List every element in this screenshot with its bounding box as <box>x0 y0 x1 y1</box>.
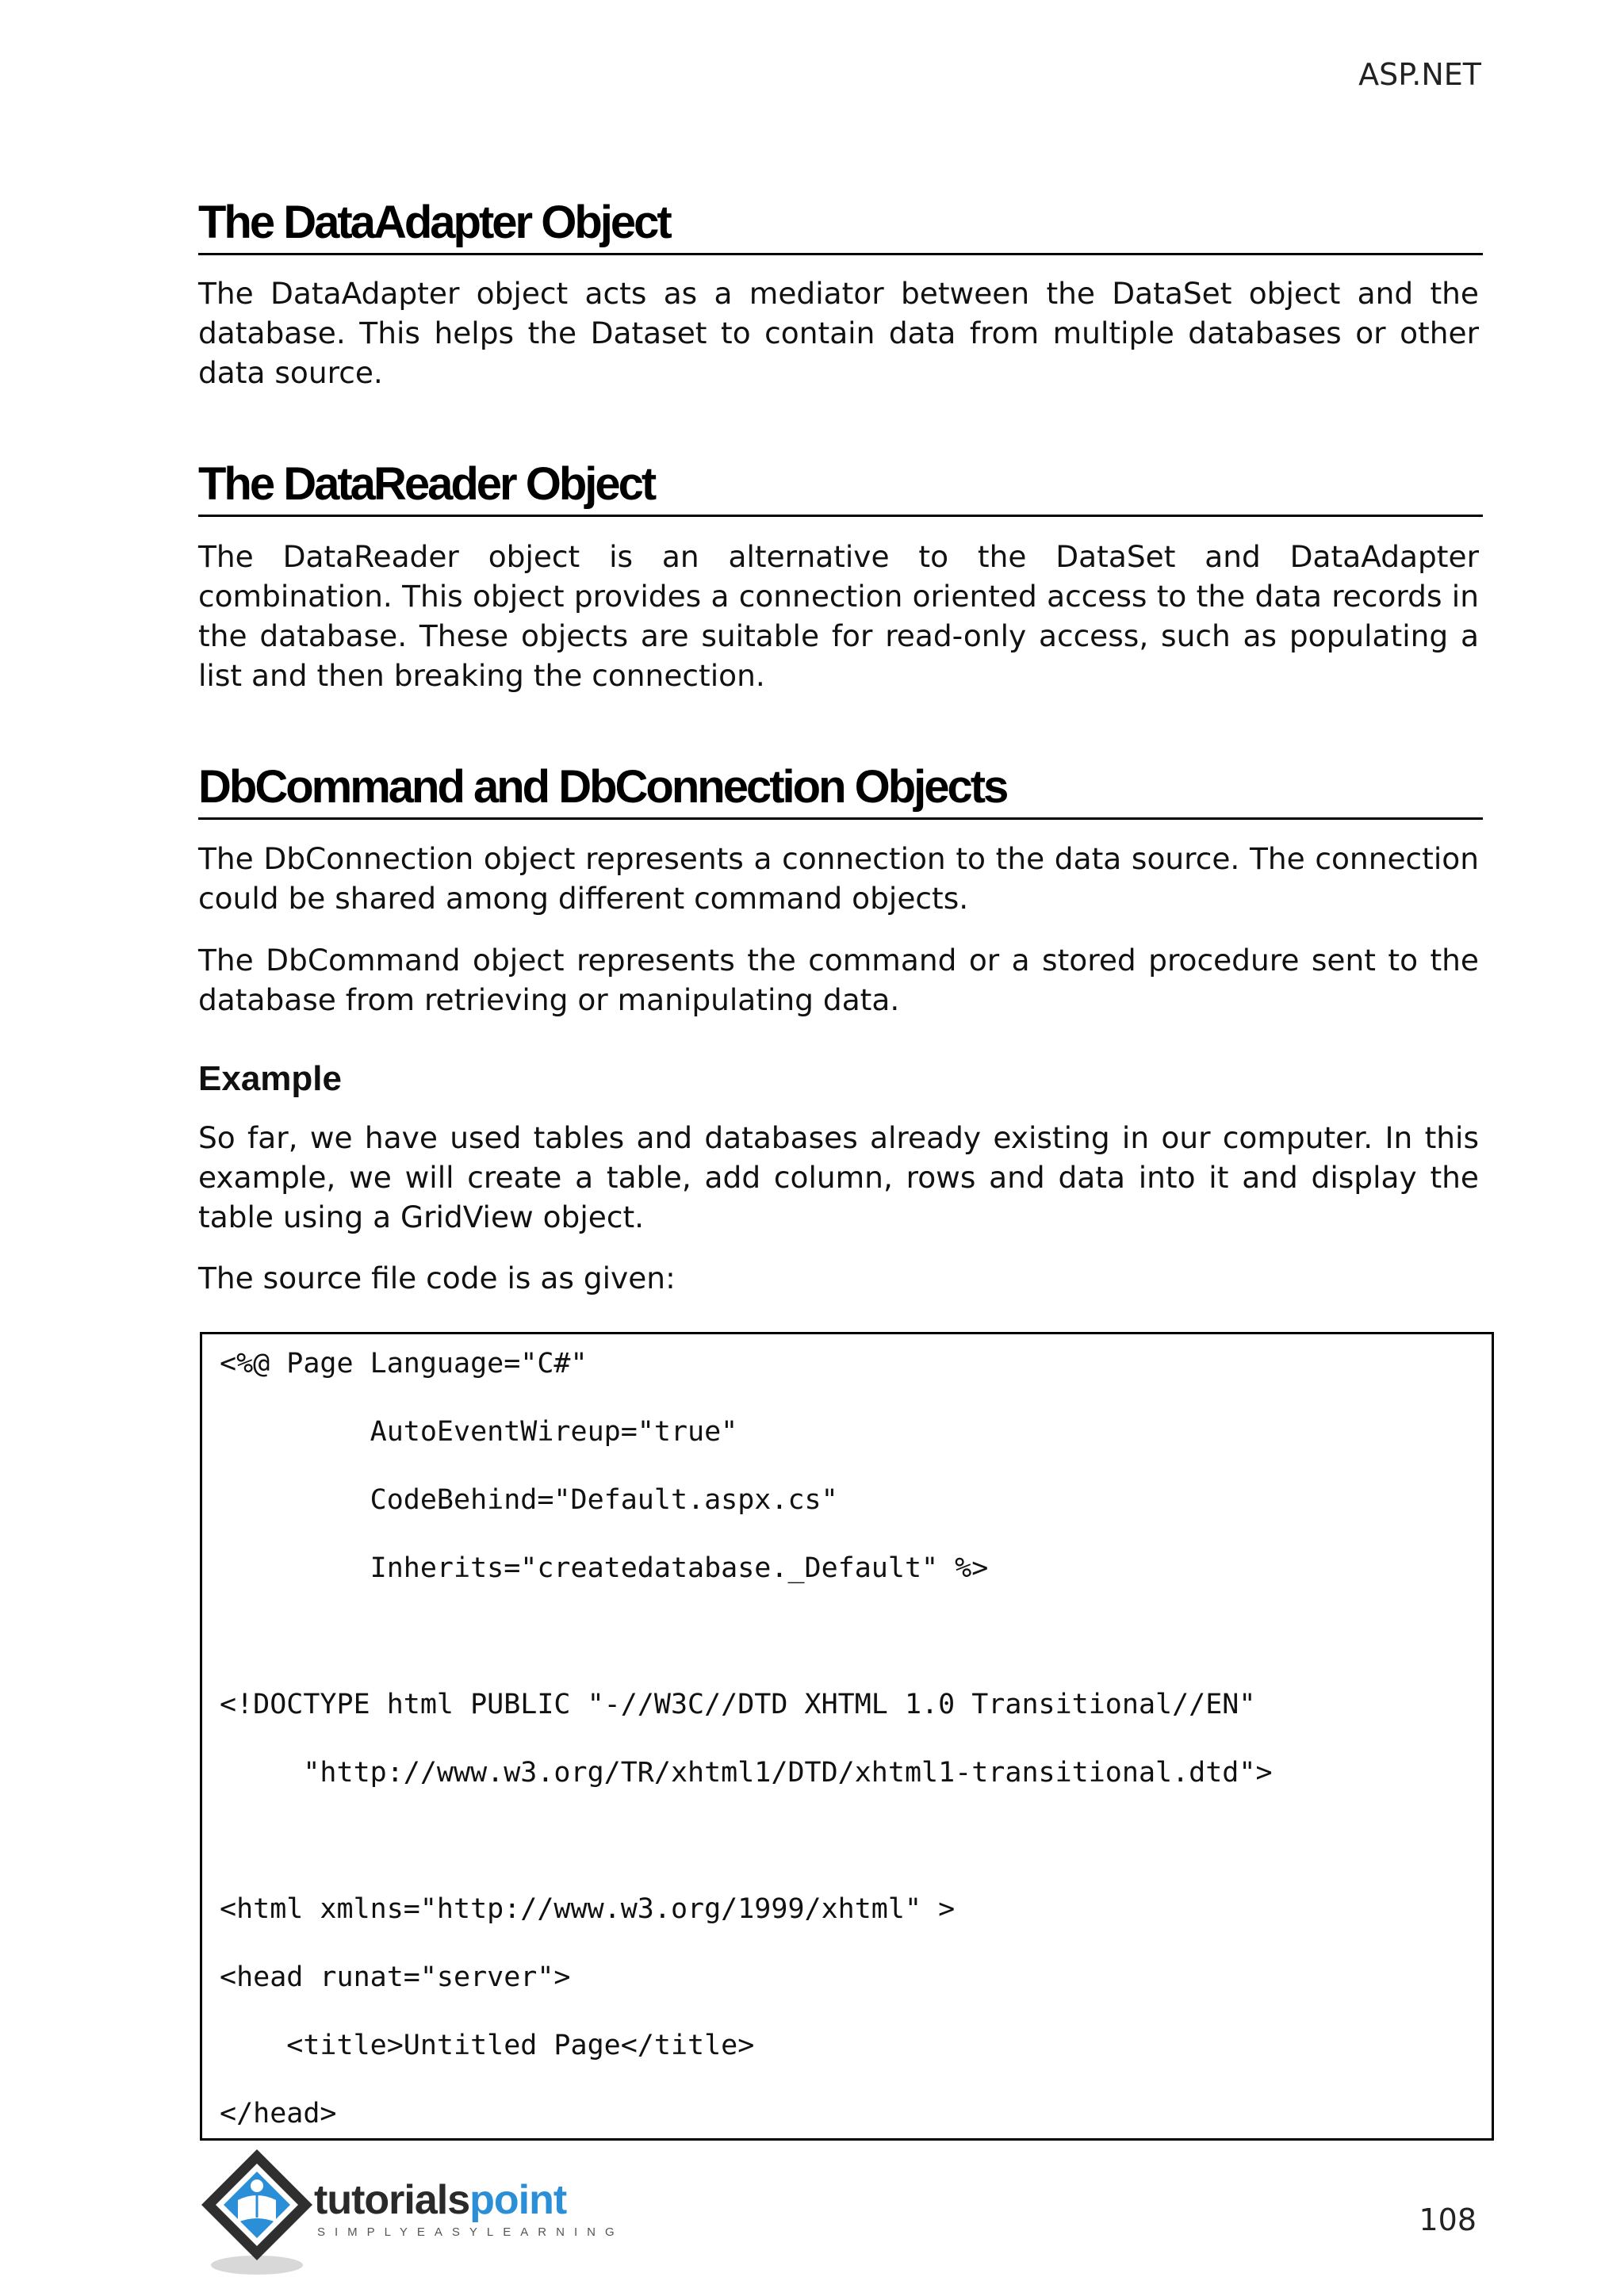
logo-word-tutorials: tutorials <box>314 2177 470 2223</box>
page-number: 108 <box>1419 2202 1477 2237</box>
code-line: </head> <box>220 2098 337 2130</box>
code-line: "http://www.w3.org/TR/xhtml1/DTD/xhtml1-transitional.dtd"> <box>220 1757 1273 1789</box>
code-line: <!DOCTYPE html PUBLIC "-//W3C//DTD XHTML 1.0 Transitional//EN" <box>220 1689 1256 1720</box>
running-header: ASP.NET <box>1358 57 1481 92</box>
paragraph-dbconnection: The DbConnection object represents a connection to the data source. The connection could be shared among different command objects. <box>198 841 1479 916</box>
logo-wordmark <box>314 2176 566 2224</box>
code-line: Inherits="createdatabase._Default" %> <box>220 1552 989 1584</box>
code-block <box>200 1332 1494 2141</box>
logo-word-point: point <box>469 2177 567 2223</box>
paragraph-source-intro: The source file code is as given: <box>198 1261 676 1295</box>
paragraph-dataadapter: The DataAdapter object acts as a mediator between the DataSet object and the database. This helps the Dataset to contain data from multiple databases or other data source. <box>198 276 1479 390</box>
heading-dbcommand: DbCommand and DbConnection Objects <box>198 761 1483 820</box>
paragraph-example: So far, we have used tables and databases already existing in our computer. In this example, we will create a table, add column, rows and data into it and display the table using a GridView object. <box>198 1120 1479 1234</box>
code-line: <title>Untitled Page</title> <box>220 2030 755 2061</box>
code-line: <html xmlns="http://www.w3.org/1999/xhtml" > <box>220 1893 956 1925</box>
code-line: <%@ Page Language="C#" <box>220 1348 588 1380</box>
code-line: <head runat="server"> <box>220 1961 571 1993</box>
heading-dataadapter: The DataAdapter Object <box>198 197 1483 255</box>
paragraph-datareader: The DataReader object is an alternative to the DataSet and DataAdapter combination. This object provides a connection oriented access to the data records in the database. These objects are suitable for read-only access, such as populating a list and then breaking the connection. <box>198 539 1479 693</box>
logo-tagline: SIMPLYEASYLEARNING <box>317 2225 624 2239</box>
tutorialspoint-logo <box>197 2145 625 2279</box>
code-line: AutoEventWireup="true" <box>220 1416 738 1448</box>
code-line: CodeBehind="Default.aspx.cs" <box>220 1484 838 1516</box>
heading-datareader: The DataReader Object <box>198 458 1483 517</box>
paragraph-dbcommand: The DbCommand object represents the command or a stored procedure sent to the database from retrieving or manipulating data. <box>198 943 1479 1017</box>
logo-diamond-icon <box>197 2145 316 2279</box>
subheading-example: Example <box>198 1059 342 1098</box>
